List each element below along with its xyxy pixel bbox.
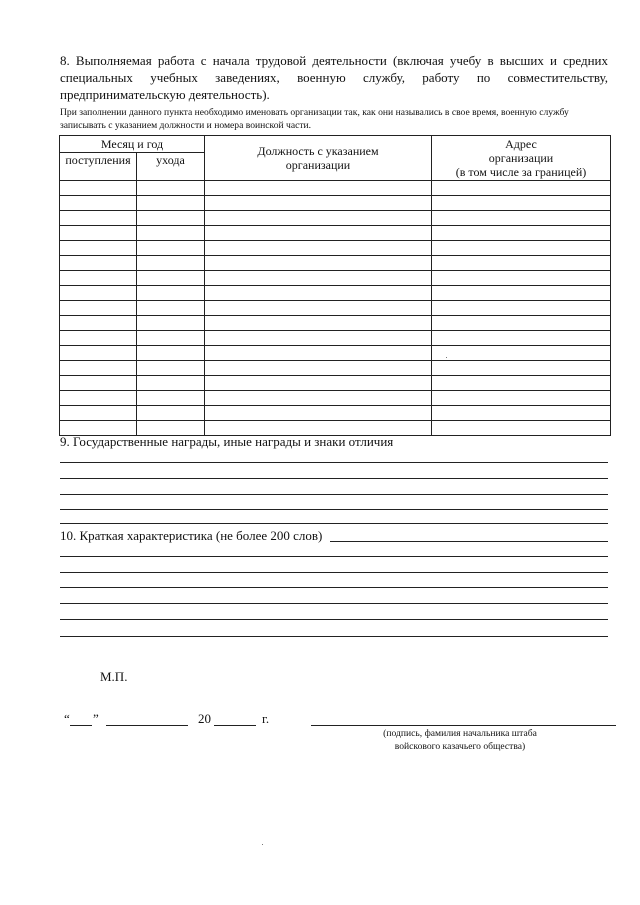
table-row [60,301,611,316]
cell-position[interactable] [205,406,432,421]
date-close-quote: ” [93,711,99,726]
cell-address[interactable] [432,316,611,331]
cell-start[interactable] [60,346,137,361]
table-row [60,406,611,421]
table-row [60,316,611,331]
cell-position[interactable] [205,316,432,331]
header-address [432,136,611,181]
cell-end[interactable] [137,211,205,226]
cell-start[interactable] [60,211,137,226]
cell-position[interactable] [205,226,432,241]
cell-position[interactable] [205,346,432,361]
cell-start[interactable] [60,241,137,256]
cell-position[interactable] [205,331,432,346]
section-10-line[interactable] [60,603,608,604]
section-10-title: 10. Краткая характеристика (не более 200 слов) [60,528,326,544]
date-open-quote: “ [64,711,70,726]
header-start: поступления [60,153,137,181]
date-year-line[interactable] [214,725,256,726]
cell-address[interactable] [432,226,611,241]
cell-start[interactable] [60,256,137,271]
table-row [60,286,611,301]
work-history-table [59,135,611,436]
cell-start[interactable] [60,316,137,331]
section-9-line[interactable] [60,494,608,495]
table-row [60,181,611,196]
cell-address[interactable] [432,301,611,316]
section-10-line[interactable] [60,587,608,588]
section-10-line[interactable] [330,541,608,542]
cell-address[interactable] [432,331,611,346]
table-row [60,226,611,241]
cell-address[interactable] [432,376,611,391]
cell-start[interactable] [60,406,137,421]
stamp-place-label: М.П. [100,669,128,684]
cell-end[interactable] [137,301,205,316]
cell-address[interactable] [432,196,611,211]
cell-address[interactable] [432,361,611,376]
table-row [60,271,611,286]
cell-position[interactable] [205,361,432,376]
cell-end[interactable] [137,361,205,376]
table-row [60,256,611,271]
cell-start[interactable] [60,271,137,286]
cell-end[interactable] [137,196,205,211]
scan-speck [446,357,447,358]
cell-end[interactable] [137,271,205,286]
cell-position[interactable] [205,181,432,196]
cell-position[interactable] [205,301,432,316]
cell-position[interactable] [205,271,432,286]
table-row [60,196,611,211]
section-9-line[interactable] [60,523,608,524]
cell-address[interactable] [432,241,611,256]
header-position [205,136,432,181]
date-year-prefix: 20 [198,711,211,726]
cell-start[interactable] [60,331,137,346]
cell-end[interactable] [137,181,205,196]
cell-address[interactable] [432,421,611,436]
cell-end[interactable] [137,331,205,346]
section-9-title: 9. Государственные награды, иные награды и знаки отличия [60,434,394,449]
table-row [60,376,611,391]
cell-start[interactable] [60,196,137,211]
table-row [60,346,611,361]
scan-speck [262,844,263,845]
section-8-note: При заполнении данного пункта необходимо именовать организации так, как они назывались в свое время, военную службу записывать с указанием должности и номера воинской части. [60,107,569,131]
cell-start[interactable] [60,226,137,241]
cell-address[interactable] [432,271,611,286]
cell-address[interactable] [432,256,611,271]
date-month-line[interactable] [106,725,188,726]
cell-start[interactable] [60,391,137,406]
cell-position[interactable] [205,376,432,391]
table-row [60,361,611,376]
cell-address[interactable] [432,181,611,196]
cell-start[interactable] [60,181,137,196]
table-row [60,241,611,256]
cell-address[interactable] [432,286,611,301]
header-month-year: Месяц и год [60,136,205,153]
section-10-line[interactable] [60,556,608,557]
cell-end[interactable] [137,286,205,301]
table-row [60,211,611,226]
cell-end[interactable] [137,391,205,406]
header-position-text: Должность с указанием организации [257,144,379,172]
cell-start[interactable] [60,361,137,376]
cell-position[interactable] [205,211,432,226]
header-address-line-1: Адрес [505,137,537,151]
table-row [60,391,611,406]
section-10-line[interactable] [60,619,608,620]
cell-address[interactable] [432,346,611,361]
cell-start[interactable] [60,376,137,391]
cell-position[interactable] [205,286,432,301]
header-address-line-2: организации [488,151,554,165]
cell-position[interactable] [205,256,432,271]
cell-end[interactable] [137,256,205,271]
cell-end[interactable] [137,226,205,241]
header-end: ухода [137,153,205,181]
cell-address[interactable] [432,406,611,421]
section-8-title: 8. Выполняемая работа с начала трудовой деятельности (включая учебу в высших и средних специальных учебных заведениях, военную службу, работу по совместительству, предпринимательскую деятельность). [60,53,608,102]
signature-caption-line-2: войскового казачьего общества) [394,741,526,752]
cell-end[interactable] [137,241,205,256]
section-10-line[interactable] [60,572,608,573]
section-9-line[interactable] [60,509,608,510]
signature-caption [360,727,560,753]
header-address-line-3: (в том числе за границей) [455,165,587,179]
cell-address[interactable] [432,391,611,406]
section-9-line[interactable] [60,478,608,479]
cell-position[interactable] [205,196,432,211]
signature-caption-line-1: (подпись, фамилия начальника штаба [383,728,537,739]
date-year-suffix: г. [262,711,270,726]
cell-address[interactable] [432,211,611,226]
cell-end[interactable] [137,346,205,361]
cell-end[interactable] [137,316,205,331]
cell-end[interactable] [137,376,205,391]
date-day-line[interactable] [70,725,92,726]
cell-start[interactable] [60,301,137,316]
table-row [60,331,611,346]
cell-end[interactable] [137,406,205,421]
cell-start[interactable] [60,286,137,301]
section-9-line[interactable] [60,462,608,463]
signature-line[interactable] [311,725,616,726]
section-10-line[interactable] [60,636,608,637]
cell-position[interactable] [205,241,432,256]
cell-position[interactable] [205,391,432,406]
